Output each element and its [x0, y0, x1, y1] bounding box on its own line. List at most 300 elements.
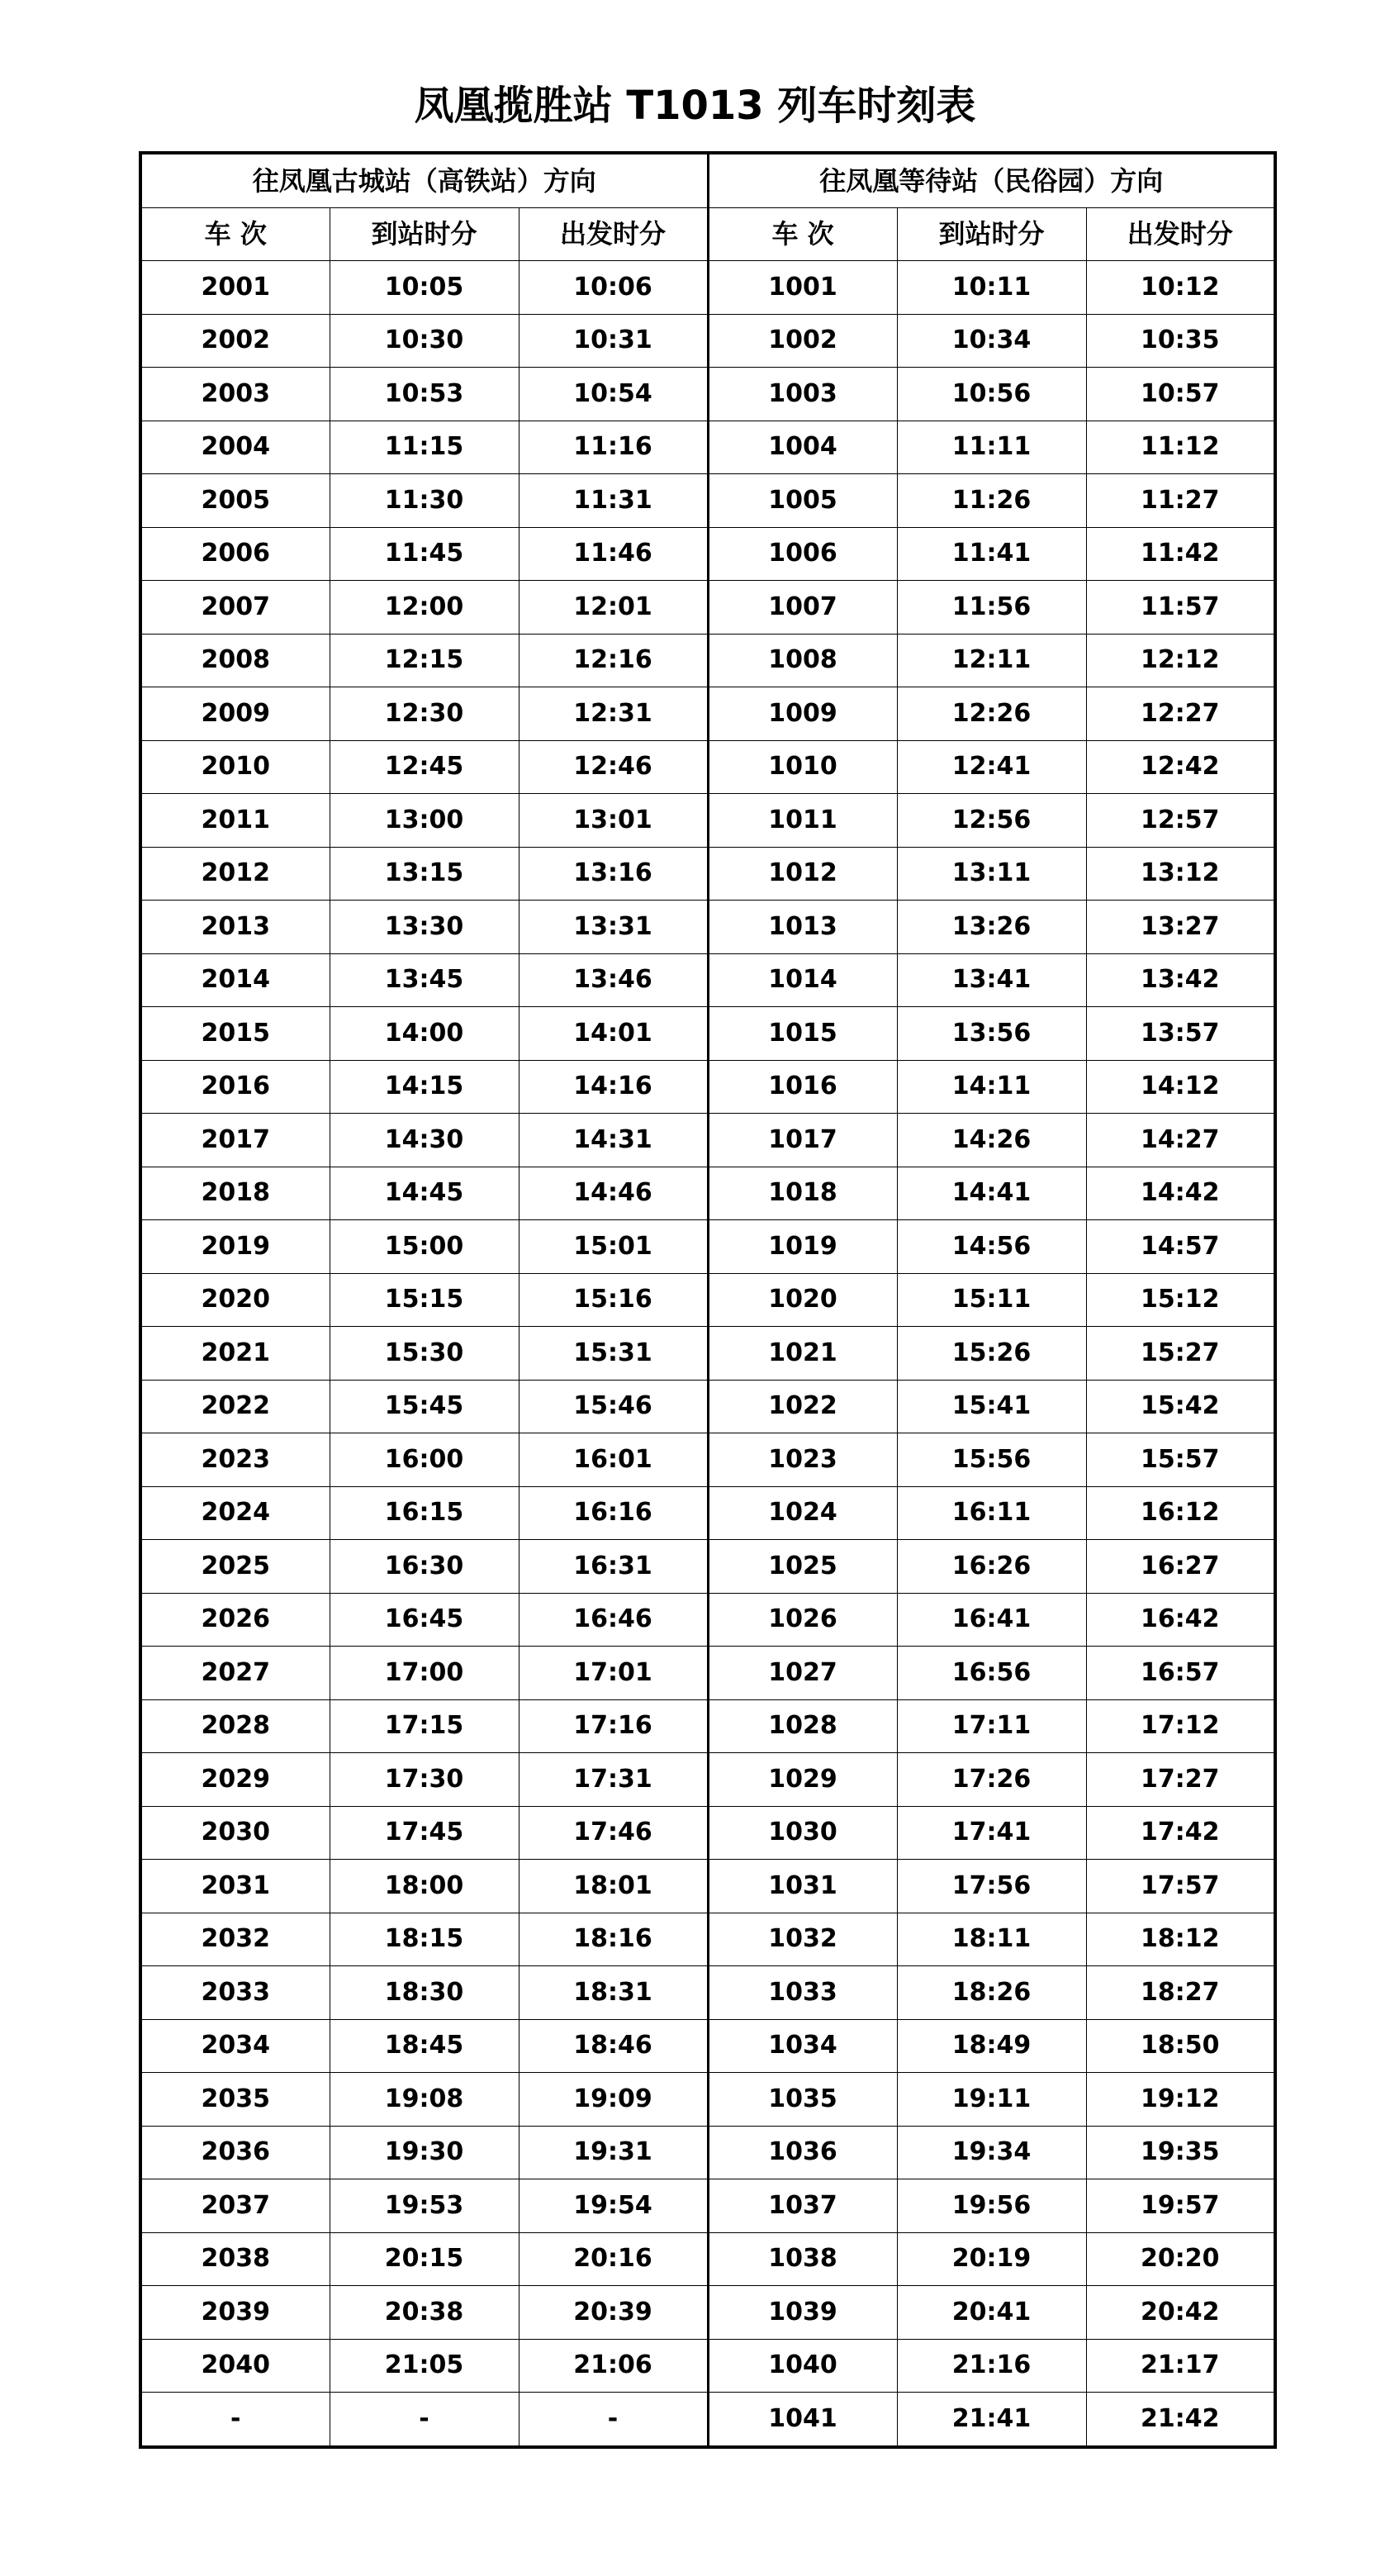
- cell-departure-b: 12:57: [1086, 794, 1275, 848]
- cell-departure-b: 13:27: [1086, 901, 1275, 954]
- cell-train-no-a: 2034: [140, 2019, 330, 2073]
- cell-departure-b: 11:27: [1086, 474, 1275, 528]
- cell-arrival-a: 12:30: [330, 687, 519, 741]
- cell-train-no-b: 1040: [708, 2339, 897, 2393]
- cell-train-no-a: 2011: [140, 794, 330, 848]
- cell-arrival-a: 16:30: [330, 1540, 519, 1594]
- cell-departure-b: 13:42: [1086, 953, 1275, 1007]
- direction-header-b: 往凤凰等待站（民俗园）方向: [708, 153, 1275, 207]
- cell-train-no-a: 2019: [140, 1220, 330, 1274]
- cell-train-no-b: 1032: [708, 1913, 897, 1966]
- cell-arrival-a: 18:15: [330, 1913, 519, 1966]
- cell-train-no-a: 2001: [140, 261, 330, 315]
- cell-arrival-b: 10:11: [897, 261, 1086, 315]
- cell-departure-a: 15:16: [519, 1273, 708, 1327]
- cell-departure-b: 18:12: [1086, 1913, 1275, 1966]
- cell-departure-b: 16:57: [1086, 1647, 1275, 1700]
- table-row: [140, 1593, 1275, 1647]
- table-row: [140, 1486, 1275, 1540]
- cell-train-no-a: 2033: [140, 1966, 330, 2020]
- cell-arrival-b: 13:41: [897, 953, 1086, 1007]
- cell-arrival-b: 19:34: [897, 2126, 1086, 2179]
- cell-train-no-a: 2003: [140, 368, 330, 421]
- cell-train-no-b: 1028: [708, 1699, 897, 1753]
- cell-departure-a: 12:46: [519, 740, 708, 794]
- cell-departure-b: 14:12: [1086, 1060, 1275, 1114]
- cell-departure-a: 18:16: [519, 1913, 708, 1966]
- table-row: [140, 1273, 1275, 1327]
- cell-departure-b: 15:57: [1086, 1433, 1275, 1487]
- cell-arrival-b: 11:41: [897, 527, 1086, 581]
- cell-train-no-a: 2012: [140, 847, 330, 901]
- cell-departure-a: 14:31: [519, 1114, 708, 1167]
- cell-departure-b: 12:42: [1086, 740, 1275, 794]
- cell-departure-b: 18:27: [1086, 1966, 1275, 2020]
- cell-arrival-a: 12:45: [330, 740, 519, 794]
- column-header-arrival: 到站时分: [897, 207, 1086, 261]
- cell-departure-b: 14:42: [1086, 1167, 1275, 1220]
- cell-departure-b: 20:42: [1086, 2286, 1275, 2340]
- cell-train-no-a: 2015: [140, 1007, 330, 1061]
- cell-arrival-b: 20:19: [897, 2232, 1086, 2286]
- cell-arrival-b: 16:56: [897, 1647, 1086, 1700]
- cell-arrival-a: 17:30: [330, 1753, 519, 1807]
- cell-train-no-a: 2032: [140, 1913, 330, 1966]
- cell-arrival-b: 12:11: [897, 634, 1086, 687]
- cell-departure-b: 15:12: [1086, 1273, 1275, 1327]
- table-row: [140, 740, 1275, 794]
- cell-arrival-a: -: [330, 2393, 519, 2447]
- table-row: [140, 2232, 1275, 2286]
- table-row: [140, 1860, 1275, 1913]
- table-row: [140, 2019, 1275, 2073]
- cell-arrival-a: 19:53: [330, 2179, 519, 2233]
- cell-departure-b: 16:12: [1086, 1486, 1275, 1540]
- table-row: [140, 1966, 1275, 2020]
- cell-arrival-b: 19:56: [897, 2179, 1086, 2233]
- cell-train-no-b: 1005: [708, 474, 897, 528]
- cell-train-no-a: 2018: [140, 1167, 330, 1220]
- table-row: [140, 847, 1275, 901]
- cell-arrival-a: 17:00: [330, 1647, 519, 1700]
- table-row: [140, 581, 1275, 634]
- cell-arrival-b: 19:11: [897, 2073, 1086, 2127]
- cell-arrival-a: 18:45: [330, 2019, 519, 2073]
- cell-arrival-a: 11:45: [330, 527, 519, 581]
- direction-header-a: 往凤凰古城站（高铁站）方向: [140, 153, 708, 207]
- cell-train-no-b: 1004: [708, 421, 897, 474]
- cell-departure-b: 10:35: [1086, 314, 1275, 368]
- cell-departure-b: 11:12: [1086, 421, 1275, 474]
- cell-train-no-b: 1011: [708, 794, 897, 848]
- cell-departure-a: 10:54: [519, 368, 708, 421]
- cell-departure-b: 17:57: [1086, 1860, 1275, 1913]
- cell-departure-b: 16:27: [1086, 1540, 1275, 1594]
- cell-departure-b: 11:57: [1086, 581, 1275, 634]
- cell-arrival-a: 15:45: [330, 1380, 519, 1433]
- cell-arrival-a: 10:05: [330, 261, 519, 315]
- cell-arrival-a: 12:00: [330, 581, 519, 634]
- cell-arrival-b: 18:26: [897, 1966, 1086, 2020]
- cell-arrival-a: 12:15: [330, 634, 519, 687]
- cell-arrival-a: 10:30: [330, 314, 519, 368]
- table-row: [140, 261, 1275, 315]
- cell-departure-a: 18:01: [519, 1860, 708, 1913]
- cell-departure-a: 16:16: [519, 1486, 708, 1540]
- cell-train-no-b: 1001: [708, 261, 897, 315]
- cell-arrival-a: 15:15: [330, 1273, 519, 1327]
- cell-departure-b: 19:57: [1086, 2179, 1275, 2233]
- cell-arrival-a: 13:15: [330, 847, 519, 901]
- timetable: [139, 151, 1277, 2449]
- cell-train-no-b: 1006: [708, 527, 897, 581]
- cell-departure-b: 15:42: [1086, 1380, 1275, 1433]
- cell-train-no-b: 1029: [708, 1753, 897, 1807]
- table-row: [140, 474, 1275, 528]
- cell-departure-b: 15:27: [1086, 1327, 1275, 1381]
- cell-arrival-b: 21:16: [897, 2339, 1086, 2393]
- cell-arrival-a: 14:30: [330, 1114, 519, 1167]
- cell-departure-b: 18:50: [1086, 2019, 1275, 2073]
- cell-arrival-a: 10:53: [330, 368, 519, 421]
- cell-arrival-b: 14:56: [897, 1220, 1086, 1274]
- cell-train-no-a: 2009: [140, 687, 330, 741]
- cell-arrival-b: 12:56: [897, 794, 1086, 848]
- cell-train-no-a: 2024: [140, 1486, 330, 1540]
- cell-arrival-b: 20:41: [897, 2286, 1086, 2340]
- cell-arrival-b: 11:11: [897, 421, 1086, 474]
- cell-train-no-a: 2038: [140, 2232, 330, 2286]
- cell-train-no-b: 1010: [708, 740, 897, 794]
- cell-train-no-b: 1033: [708, 1966, 897, 2020]
- cell-arrival-b: 10:56: [897, 368, 1086, 421]
- cell-departure-a: 19:09: [519, 2073, 708, 2127]
- table-row: [140, 953, 1275, 1007]
- cell-departure-b: 20:20: [1086, 2232, 1275, 2286]
- cell-departure-b: 19:35: [1086, 2126, 1275, 2179]
- cell-departure-b: 16:42: [1086, 1593, 1275, 1647]
- table-row: [140, 1647, 1275, 1700]
- cell-train-no-a: 2026: [140, 1593, 330, 1647]
- table-row: [140, 901, 1275, 954]
- cell-departure-b: 10:12: [1086, 261, 1275, 315]
- cell-train-no-b: 1039: [708, 2286, 897, 2340]
- cell-arrival-b: 12:41: [897, 740, 1086, 794]
- cell-departure-a: 20:16: [519, 2232, 708, 2286]
- cell-departure-b: 17:12: [1086, 1699, 1275, 1753]
- cell-departure-a: 16:46: [519, 1593, 708, 1647]
- cell-train-no-b: 1020: [708, 1273, 897, 1327]
- cell-arrival-b: 18:11: [897, 1913, 1086, 1966]
- cell-arrival-b: 14:26: [897, 1114, 1086, 1167]
- table-row: [140, 1114, 1275, 1167]
- column-header-departure: 出发时分: [1086, 207, 1275, 261]
- column-header-train-no: 车 次: [140, 207, 330, 261]
- cell-train-no-a: 2039: [140, 2286, 330, 2340]
- cell-departure-a: 14:16: [519, 1060, 708, 1114]
- cell-train-no-b: 1018: [708, 1167, 897, 1220]
- cell-arrival-b: 13:11: [897, 847, 1086, 901]
- cell-arrival-a: 19:08: [330, 2073, 519, 2127]
- column-header-arrival: 到站时分: [330, 207, 519, 261]
- cell-arrival-a: 13:30: [330, 901, 519, 954]
- cell-departure-a: 17:01: [519, 1647, 708, 1700]
- cell-departure-a: 18:46: [519, 2019, 708, 2073]
- cell-train-no-b: 1027: [708, 1647, 897, 1700]
- table-row: [140, 2339, 1275, 2393]
- cell-departure-a: 13:16: [519, 847, 708, 901]
- cell-departure-a: 11:31: [519, 474, 708, 528]
- cell-train-no-a: 2014: [140, 953, 330, 1007]
- cell-departure-a: 14:01: [519, 1007, 708, 1061]
- cell-departure-a: 18:31: [519, 1966, 708, 2020]
- table-row: [140, 794, 1275, 848]
- cell-departure-a: 13:46: [519, 953, 708, 1007]
- column-header-departure: 出发时分: [519, 207, 708, 261]
- cell-departure-b: 13:57: [1086, 1007, 1275, 1061]
- cell-train-no-b: 1014: [708, 953, 897, 1007]
- cell-departure-a: 13:01: [519, 794, 708, 848]
- cell-train-no-b: 1026: [708, 1593, 897, 1647]
- cell-departure-a: 15:31: [519, 1327, 708, 1381]
- cell-departure-a: 15:01: [519, 1220, 708, 1274]
- cell-train-no-b: 1016: [708, 1060, 897, 1114]
- cell-train-no-a: 2021: [140, 1327, 330, 1381]
- cell-train-no-a: 2030: [140, 1806, 330, 1860]
- cell-train-no-a: 2029: [140, 1753, 330, 1807]
- cell-arrival-a: 15:00: [330, 1220, 519, 1274]
- cell-departure-a: 11:16: [519, 421, 708, 474]
- cell-arrival-b: 13:26: [897, 901, 1086, 954]
- cell-arrival-b: 15:41: [897, 1380, 1086, 1433]
- cell-train-no-a: 2006: [140, 527, 330, 581]
- cell-departure-b: 17:42: [1086, 1806, 1275, 1860]
- cell-departure-a: 16:01: [519, 1433, 708, 1487]
- cell-departure-b: 19:12: [1086, 2073, 1275, 2127]
- cell-arrival-a: 11:30: [330, 474, 519, 528]
- cell-departure-b: 13:12: [1086, 847, 1275, 901]
- cell-departure-b: 21:42: [1086, 2393, 1275, 2447]
- cell-train-no-a: 2013: [140, 901, 330, 954]
- cell-arrival-b: 16:26: [897, 1540, 1086, 1594]
- table-row: [140, 1913, 1275, 1966]
- cell-train-no-a: 2002: [140, 314, 330, 368]
- cell-arrival-b: 10:34: [897, 314, 1086, 368]
- cell-arrival-a: 13:00: [330, 794, 519, 848]
- table-row: [140, 1753, 1275, 1807]
- table-row: [140, 1220, 1275, 1274]
- cell-departure-a: 21:06: [519, 2339, 708, 2393]
- cell-arrival-a: 17:45: [330, 1806, 519, 1860]
- cell-train-no-b: 1008: [708, 634, 897, 687]
- cell-train-no-a: 2016: [140, 1060, 330, 1114]
- table-row: [140, 1327, 1275, 1381]
- cell-train-no-b: 1007: [708, 581, 897, 634]
- cell-arrival-a: 20:38: [330, 2286, 519, 2340]
- cell-train-no-b: 1002: [708, 314, 897, 368]
- table-row: [140, 634, 1275, 687]
- cell-train-no-b: 1003: [708, 368, 897, 421]
- cell-train-no-a: 2040: [140, 2339, 330, 2393]
- cell-arrival-b: 18:49: [897, 2019, 1086, 2073]
- column-header-row: [140, 207, 1275, 261]
- cell-train-no-a: 2031: [140, 1860, 330, 1913]
- table-row: [140, 1007, 1275, 1061]
- cell-arrival-b: 11:56: [897, 581, 1086, 634]
- cell-train-no-a: 2028: [140, 1699, 330, 1753]
- table-row: [140, 368, 1275, 421]
- cell-arrival-b: 17:56: [897, 1860, 1086, 1913]
- cell-arrival-a: 18:30: [330, 1966, 519, 2020]
- cell-arrival-a: 14:00: [330, 1007, 519, 1061]
- table-row: [140, 527, 1275, 581]
- cell-arrival-b: 17:41: [897, 1806, 1086, 1860]
- cell-train-no-a: -: [140, 2393, 330, 2447]
- cell-departure-b: 12:27: [1086, 687, 1275, 741]
- table-row: [140, 314, 1275, 368]
- cell-arrival-b: 17:26: [897, 1753, 1086, 1807]
- cell-arrival-b: 14:41: [897, 1167, 1086, 1220]
- cell-departure-b: 14:57: [1086, 1220, 1275, 1274]
- cell-departure-a: 10:06: [519, 261, 708, 315]
- table-row: [140, 1433, 1275, 1487]
- cell-train-no-b: 1021: [708, 1327, 897, 1381]
- cell-departure-a: 14:46: [519, 1167, 708, 1220]
- cell-arrival-b: 15:11: [897, 1273, 1086, 1327]
- cell-train-no-b: 1025: [708, 1540, 897, 1594]
- cell-train-no-a: 2010: [140, 740, 330, 794]
- table-row: [140, 421, 1275, 474]
- table-row: [140, 2073, 1275, 2127]
- cell-train-no-b: 1017: [708, 1114, 897, 1167]
- cell-departure-b: 14:27: [1086, 1114, 1275, 1167]
- cell-train-no-b: 1034: [708, 2019, 897, 2073]
- cell-arrival-a: 14:15: [330, 1060, 519, 1114]
- cell-arrival-a: 11:15: [330, 421, 519, 474]
- cell-train-no-b: 1038: [708, 2232, 897, 2286]
- cell-arrival-a: 18:00: [330, 1860, 519, 1913]
- table-row: [140, 2179, 1275, 2233]
- cell-departure-a: 10:31: [519, 314, 708, 368]
- cell-departure-a: 17:16: [519, 1699, 708, 1753]
- cell-arrival-a: 13:45: [330, 953, 519, 1007]
- cell-train-no-b: 1037: [708, 2179, 897, 2233]
- table-row: [140, 1540, 1275, 1594]
- cell-arrival-a: 21:05: [330, 2339, 519, 2393]
- cell-train-no-b: 1035: [708, 2073, 897, 2127]
- cell-train-no-b: 1015: [708, 1007, 897, 1061]
- direction-header-row: [140, 153, 1275, 207]
- cell-train-no-a: 2005: [140, 474, 330, 528]
- cell-train-no-b: 1023: [708, 1433, 897, 1487]
- table-row: [140, 2126, 1275, 2179]
- cell-departure-a: 19:31: [519, 2126, 708, 2179]
- cell-departure-a: 12:01: [519, 581, 708, 634]
- cell-train-no-a: 2027: [140, 1647, 330, 1700]
- cell-departure-a: 17:46: [519, 1806, 708, 1860]
- cell-train-no-a: 2017: [140, 1114, 330, 1167]
- cell-arrival-a: 16:45: [330, 1593, 519, 1647]
- table-row: [140, 2286, 1275, 2340]
- cell-arrival-b: 15:26: [897, 1327, 1086, 1381]
- cell-arrival-b: 14:11: [897, 1060, 1086, 1114]
- cell-train-no-a: 2037: [140, 2179, 330, 2233]
- cell-arrival-b: 21:41: [897, 2393, 1086, 2447]
- cell-train-no-a: 2020: [140, 1273, 330, 1327]
- cell-departure-a: 15:46: [519, 1380, 708, 1433]
- table-row: [140, 1380, 1275, 1433]
- cell-departure-a: 12:16: [519, 634, 708, 687]
- cell-arrival-a: 20:15: [330, 2232, 519, 2286]
- cell-train-no-a: 2004: [140, 421, 330, 474]
- cell-arrival-a: 16:00: [330, 1433, 519, 1487]
- column-header-train-no: 车 次: [708, 207, 897, 261]
- cell-departure-a: 19:54: [519, 2179, 708, 2233]
- table-row: [140, 1806, 1275, 1860]
- cell-departure-b: 10:57: [1086, 368, 1275, 421]
- cell-arrival-b: 12:26: [897, 687, 1086, 741]
- cell-train-no-b: 1031: [708, 1860, 897, 1913]
- table-row: [140, 2393, 1275, 2447]
- cell-train-no-a: 2022: [140, 1380, 330, 1433]
- cell-train-no-b: 1009: [708, 687, 897, 741]
- cell-train-no-a: 2023: [140, 1433, 330, 1487]
- cell-departure-a: 11:46: [519, 527, 708, 581]
- cell-arrival-b: 16:41: [897, 1593, 1086, 1647]
- cell-train-no-b: 1024: [708, 1486, 897, 1540]
- cell-arrival-a: 17:15: [330, 1699, 519, 1753]
- cell-departure-a: 17:31: [519, 1753, 708, 1807]
- cell-arrival-a: 19:30: [330, 2126, 519, 2179]
- cell-train-no-a: 2025: [140, 1540, 330, 1594]
- cell-departure-a: 12:31: [519, 687, 708, 741]
- cell-train-no-a: 2036: [140, 2126, 330, 2179]
- table-row: [140, 1167, 1275, 1220]
- cell-arrival-b: 15:56: [897, 1433, 1086, 1487]
- cell-train-no-b: 1019: [708, 1220, 897, 1274]
- table-row: [140, 1699, 1275, 1753]
- cell-arrival-a: 15:30: [330, 1327, 519, 1381]
- table-row: [140, 687, 1275, 741]
- cell-arrival-b: 16:11: [897, 1486, 1086, 1540]
- cell-train-no-b: 1036: [708, 2126, 897, 2179]
- cell-arrival-b: 11:26: [897, 474, 1086, 528]
- cell-arrival-b: 13:56: [897, 1007, 1086, 1061]
- cell-departure-b: 17:27: [1086, 1753, 1275, 1807]
- cell-departure-a: 20:39: [519, 2286, 708, 2340]
- cell-train-no-b: 1030: [708, 1806, 897, 1860]
- cell-train-no-a: 2035: [140, 2073, 330, 2127]
- cell-departure-b: 11:42: [1086, 527, 1275, 581]
- cell-departure-a: 13:31: [519, 901, 708, 954]
- cell-train-no-b: 1012: [708, 847, 897, 901]
- cell-train-no-b: 1013: [708, 901, 897, 954]
- page-title: 凤凰揽胜站 T1013 列车时刻表: [414, 83, 976, 129]
- timetable-body: [140, 261, 1275, 2447]
- cell-departure-b: 21:17: [1086, 2339, 1275, 2393]
- cell-train-no-a: 2008: [140, 634, 330, 687]
- cell-departure-a: -: [519, 2393, 708, 2447]
- cell-departure-a: 16:31: [519, 1540, 708, 1594]
- cell-arrival-a: 14:45: [330, 1167, 519, 1220]
- cell-arrival-b: 17:11: [897, 1699, 1086, 1753]
- table-row: [140, 1060, 1275, 1114]
- cell-departure-b: 12:12: [1086, 634, 1275, 687]
- cell-arrival-a: 16:15: [330, 1486, 519, 1540]
- cell-train-no-b: 1041: [708, 2393, 897, 2447]
- cell-train-no-b: 1022: [708, 1380, 897, 1433]
- cell-train-no-a: 2007: [140, 581, 330, 634]
